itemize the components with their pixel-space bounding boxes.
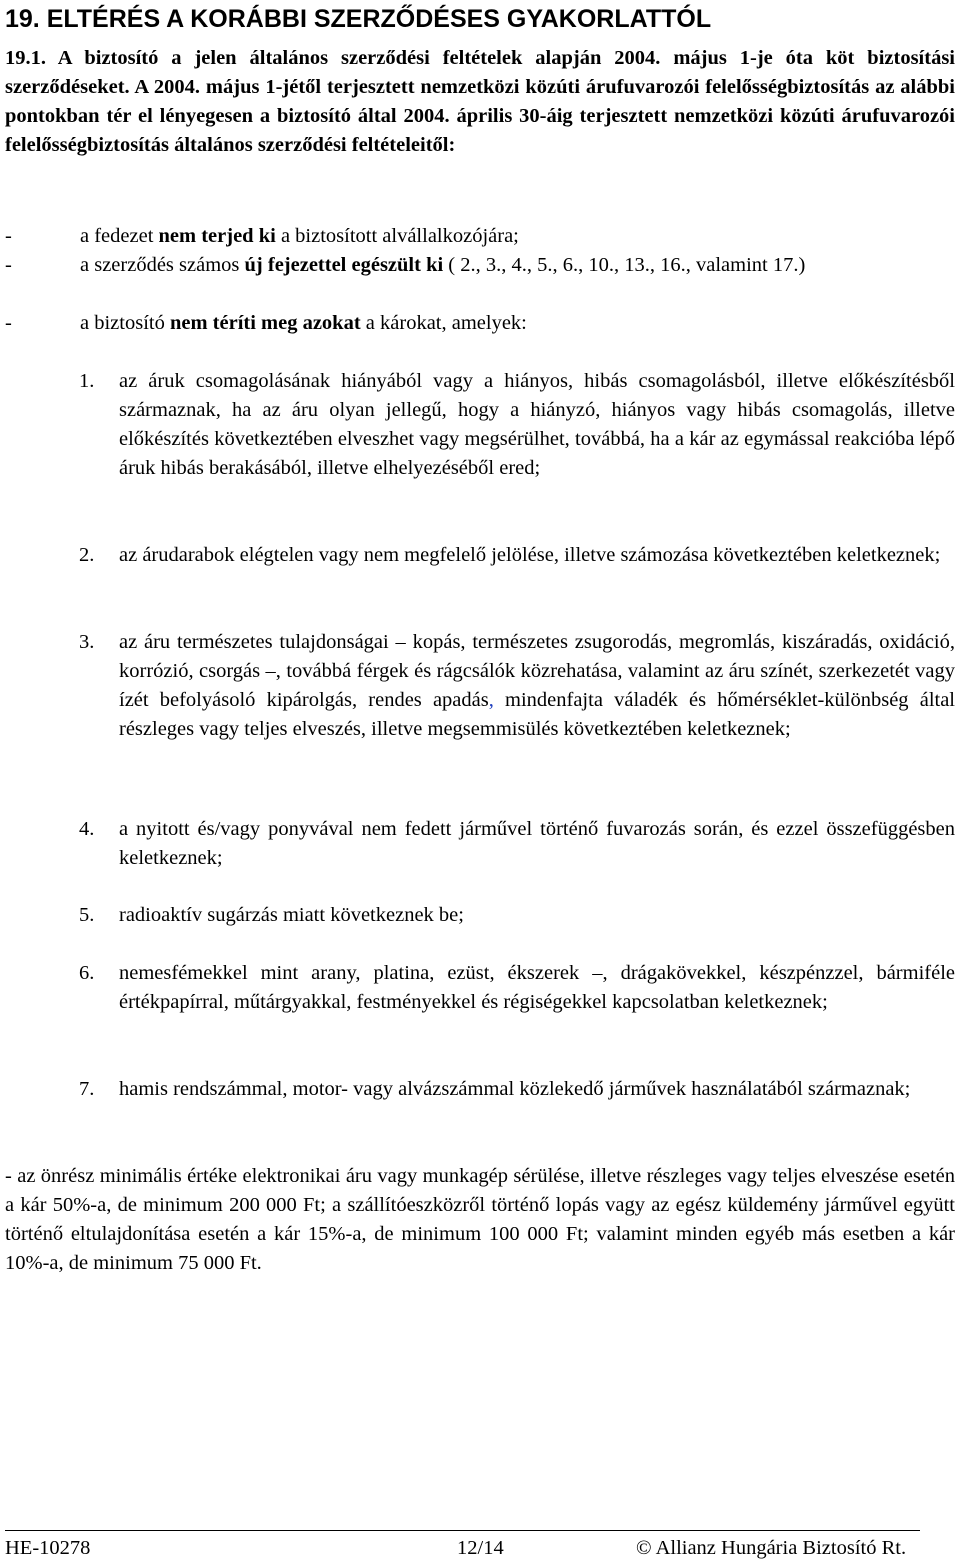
list-text: a nyitott és/vagy ponyvával nem fedett járművel történő fuvarozás során, és ezzel összefüggésben keletkeznek; [119,818,955,869]
list-text: nemesfémekkel mint arany, platina, ezüst, ékszerek –, drágakövekkel, készpénzzel, bármiféle értékpapírral, műtárgyakkal, festményekkel és régiségekkel kapcsolatban keletkeznek; [119,962,955,1013]
list-item-4 [79,815,955,873]
footer-copyright: © Allianz Hungária Biztosító Rt. [636,1537,907,1559]
list-item-6 [79,959,955,1017]
dash-mark: - [5,254,12,276]
dash-mark: - [5,312,12,334]
list-text: hamis rendszámmal, motor- vagy alvázszámmal közlekedő járművek használatából származnak; [119,1078,911,1100]
list-item-2 [79,541,955,570]
list-text: az áruk csomagolásának hiányából vagy a hiányos, hibás csomagolásból, illetve előkészítésből származnak, ha az áru olyan jellegű, hogy a hiányzó, hiányos vagy hibás csomagolás, illetve előkészítés következtében elveszhet vagy megsérülhet, továbbá, ha a kár az egymással reakcióba lépő áruk hibás berakásából, illetve elhelyezéséből ered; [119,370,955,479]
list-number: 7. [79,1078,95,1100]
footer-divider [5,1530,920,1531]
list-number: 6. [79,962,95,984]
footer-doc-code: HE-10278 [5,1537,91,1559]
list-text: az áru természetes tulajdonságai – kopás, természetes zsugorodás, megromlás, kiszáradás, oxidáció, korrózió, csorgás –, továbbá férgek és rágcsálók közrehatása, valamint az áru színét, szerkezetét vagy ízét befolyásoló kipárolgás, rendes apadás, mindenfajta váladék és hőmérséklet-különbség által részleges vagy teljes elveszés, illetve megsemmisülés következtében keletkeznek; [119,631,955,740]
list-number: 4. [79,818,95,840]
dash-item-1: - a fedezet nem terjed ki a biztosított alvállalkozójára; [5,222,955,251]
closing-paragraph: - az önrész minimális értéke elektronikai áru vagy munkagép sérülése, illetve részleges vagy teljes elveszése esetén a kár 50%-a, de minimum 200 000 Ft; a szállítóeszközről történő lopás vagy az egész küldemény járművel együtt történő eltulajdonítása esetén a kár 15%-a, de minimum 100 000 Ft; valamint minden egyéb más esetben a kár 10%-a, de minimum 75 000 Ft. [5,1165,955,1274]
highlighted-comma: , [488,689,494,711]
list-text: radioaktív sugárzás miatt következnek be; [119,904,464,926]
dash-mark: - [5,225,12,247]
dash-item-2: - a szerződés számos új fejezettel egészült ki ( 2., 3., 4., 5., 6., 10., 13., 16., valamint 17.) [5,251,955,280]
list-number: 5. [79,904,95,926]
dash-item-3: - a biztosító nem téríti meg azokat a károkat, amelyek: [5,309,955,338]
list-number: 2. [79,544,95,566]
intro-paragraph: 19.1. A biztosító a jelen általános szerződési feltételek alapján 2004. május 1-je óta köt biztosítási szerződéseket. A 2004. május 1-jétől terjesztett nemzetközi közúti árufuvarozói felelősségbiztosítás az alábbi pontokban tér el lényegesen a biztosító által 2004. április 30-áig terjesztett nemzetközi közúti árufuvarozói felelősségbiztosítás általános szerződési feltételeitől: [5,47,955,156]
footer-page-number: 12/14 [457,1537,504,1559]
list-item-5 [79,901,955,930]
list-text: az árudarabok elégtelen vagy nem megfelelő jelölése, illetve számozása következtében keletkeznek; [119,544,941,566]
list-number: 1. [79,370,95,392]
list-item-3 [79,628,955,744]
section-heading: 19. ELTÉRÉS A KORÁBBI SZERZŐDÉSES GYAKORLATTÓL [5,5,712,33]
list-item-7 [79,1075,955,1104]
list-item-1 [79,367,955,483]
list-number: 3. [79,631,95,653]
